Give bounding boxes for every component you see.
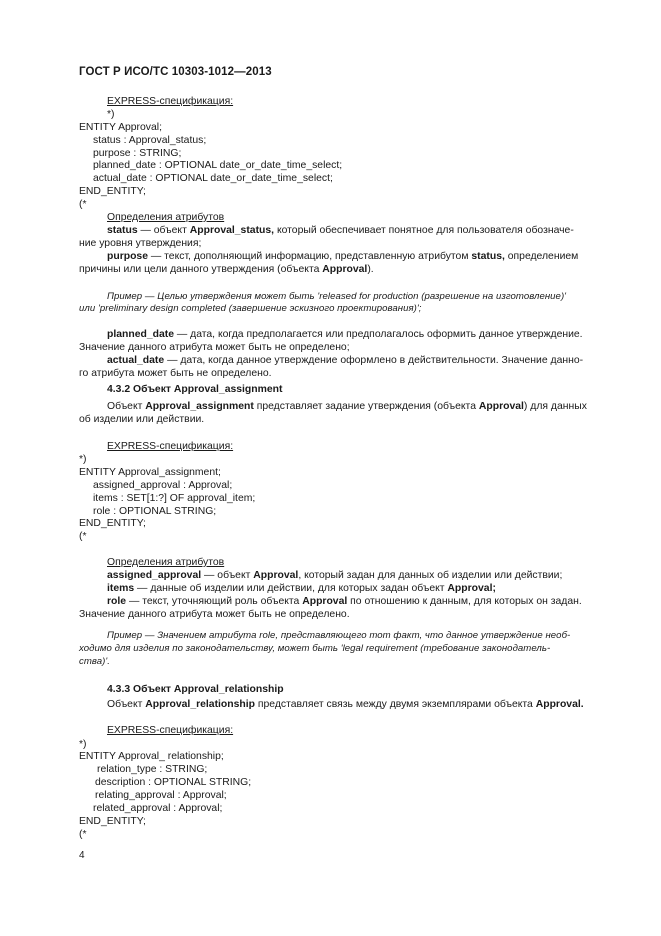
code-line: ENTITY Approval_ relationship; [79,751,224,762]
code-line: END_ENTITY; [79,518,146,529]
code-line: description : OPTIONAL STRING; [95,777,252,788]
code-line: related_approval : Approval; [93,803,223,814]
section-4-3-2-intro-cont: об изделии или действии. [79,414,205,425]
section-heading-4-3-3: 4.3.3 Объект Approval_relationship [107,684,284,695]
code-line: actual_date : OPTIONAL date_or_date_time_select; [93,173,333,184]
code-line: status : Approval_status; [93,135,207,146]
example-note-cont: или 'preliminary design completed (завершение эскизного проектирования)'; [79,303,422,314]
items-definition: items — данные об изделии или действии, для которых задан объект Approval; [107,583,496,594]
express-spec-title: EXPRESS-спецификация: [107,96,234,107]
code-line: role : OPTIONAL STRING; [93,506,217,517]
role-definition-cont: Значение данного атрибута может быть не определено. [79,609,350,620]
code-line: END_ENTITY; [79,186,146,197]
code-line: *) [79,739,87,750]
code-line: (* [79,531,87,542]
code-line: *) [79,454,87,465]
code-line: planned_date : OPTIONAL date_or_date_time_select; [93,160,343,171]
example-note-cont: ходимо для изделия по законодательству, может быть 'legal requirement (требование законодатель- [79,643,551,654]
role-definition: role — текст, уточняющий роль объекта Approval по отношению к данным, для которых он задан. [107,596,582,607]
express-spec-title: EXPRESS-спецификация: [107,725,234,736]
section-heading-4-3-2: 4.3.2 Объект Approval_assignment [107,384,283,395]
code-line: *) [107,109,115,120]
example-note: Пример — Целью утверждения может быть 'released for production (разрешение на изготовление)' [107,291,567,302]
code-line: items : SET[1:?] OF approval_item; [93,493,256,504]
page-number: 4 [79,850,85,861]
document-header: ГОСТ Р ИСО/ТС 10303-1012—2013 [79,66,272,78]
purpose-definition: purpose — текст, дополняющий информацию, представленную атрибутом status, определением [107,251,579,262]
assigned-approval-definition: assigned_approval — объект Approval, который задан для данных об изделии или действии; [107,570,563,581]
planned-date-definition-cont: Значение данного атрибута может быть не определено; [79,342,350,353]
example-note-cont: ства)'. [79,656,110,667]
code-line: (* [79,199,87,210]
attribute-definitions-title: Определения атрибутов [107,557,225,568]
status-definition: status — объект Approval_status, который обеспечивает понятное для пользователя обозначе- [107,225,574,236]
planned-date-definition: planned_date — дата, когда предполагается или предполагалось оформить данное утверждение. [107,329,583,340]
code-line: ENTITY Approval_assignment; [79,467,221,478]
code-line: relating_approval : Approval; [95,790,227,801]
section-4-3-2-intro: Объект Approval_assignment представляет задание утверждения (объекта Approval) для данных [107,401,587,412]
attribute-definitions-title: Определения атрибутов [107,212,225,223]
status-definition-cont: ние уровня утверждения; [79,238,202,249]
express-spec-title: EXPRESS-спецификация: [107,441,234,452]
example-note: Пример — Значением атрибута role, представляющего тот факт, что данное утверждение необ- [107,630,571,641]
purpose-definition-cont: причины или цели данного утверждения (объекта Approval). [79,264,374,275]
code-line: END_ENTITY; [79,816,146,827]
actual-date-definition: actual_date — дата, когда данное утверждение оформлено в действительности. Значение данно- [107,355,584,366]
code-line: (* [79,829,87,840]
code-line: purpose : STRING; [93,148,182,159]
actual-date-definition-cont: го атрибута может быть не определено. [79,368,272,379]
section-4-3-3-intro: Объект Approval_relationship представляет связь между двумя экземплярами объекта Approval. [107,699,584,710]
code-line: ENTITY Approval; [79,122,162,133]
code-line: relation_type : STRING; [97,764,208,775]
code-line: assigned_approval : Approval; [93,480,233,491]
